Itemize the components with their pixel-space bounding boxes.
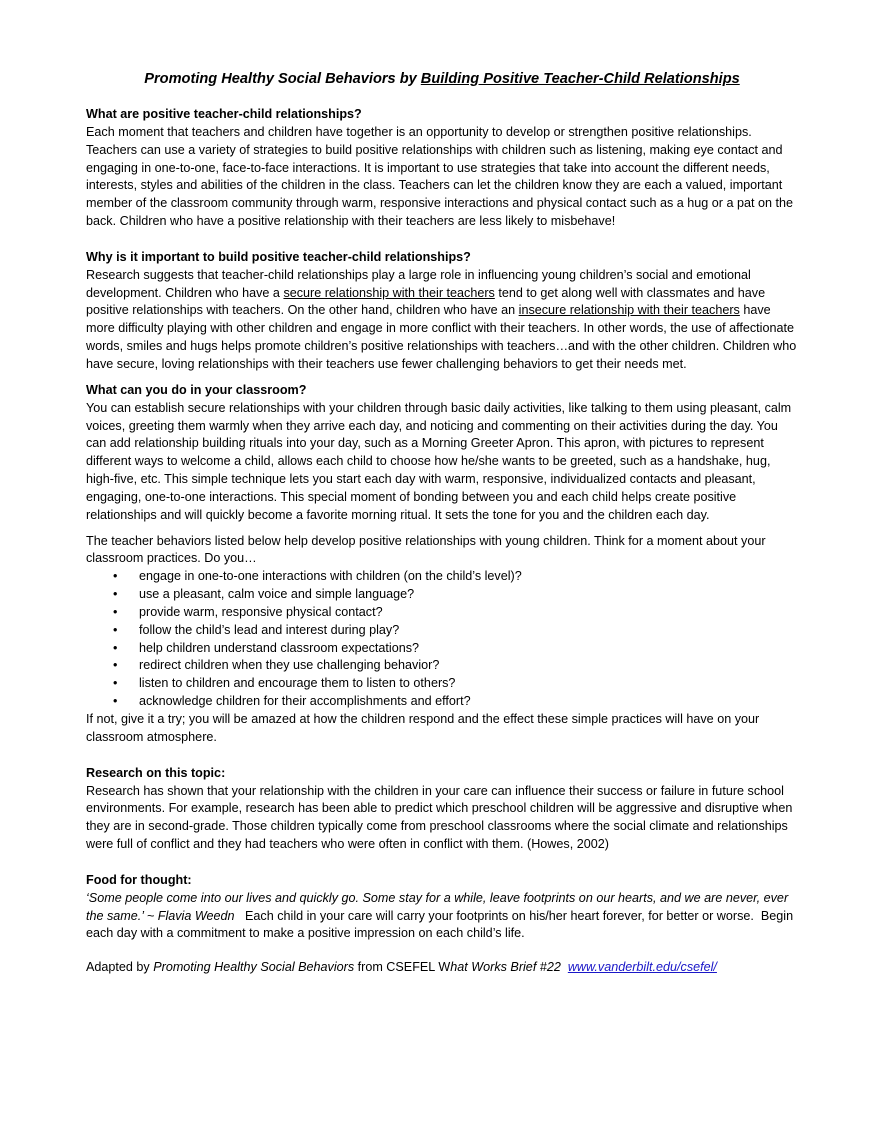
body-text: tend to get along well with classmates and have positive relationships with teachers. On the other hand, children who have an: [86, 285, 766, 318]
list-item-text: acknowledge children for their accomplishments and effort?: [139, 694, 471, 709]
bullet-icon: •: [113, 658, 118, 673]
section-body: Each moment that teachers and children have together is an opportunity to develop or strengthen positive relationships. Teachers can use a variety of strategies to build positive relationships with children such as listening, making eye contact and engaging in one-to-one, face-to-face interactions. It is important to use strategies that take into account the different needs, interests, styles and abilities of the children in the class. Teachers can let the children know they are each a valued, important member of the classroom community through warm, responsive interactions and physical contact such as a hug or a pat on the back. Children who have a positive relationship with their teachers are less likely to misbehave!: [86, 124, 794, 229]
list-item: [86, 568, 798, 586]
section-what-are: [86, 106, 798, 231]
list-item-text: redirect children when they use challenging behavior?: [139, 658, 440, 673]
section-heading: What can you do in your classroom?: [86, 382, 307, 397]
bullet-icon: •: [113, 676, 118, 691]
section-why-important: [86, 249, 798, 374]
underlined-phrase-insecure: insecure relationship with their teachers: [518, 303, 740, 318]
section-classroom: [86, 382, 798, 525]
section-food-for-thought: [86, 872, 798, 943]
section-heading: What are positive teacher-child relationships?: [86, 107, 362, 121]
footer-attribution: [86, 959, 798, 977]
bullet-icon: •: [113, 640, 118, 655]
list-item-text: help children understand classroom expectations?: [139, 640, 420, 655]
footer-text: Adapted by: [86, 960, 154, 975]
bullet-icon: •: [113, 587, 118, 602]
behaviors-list: [86, 568, 798, 711]
section-body: You can establish secure relationships with your children through basic daily activities, like talking to them using pleasant, calm voices, greeting them warmly when they arrive each day, and noticing and commenting on their activities during the day. You can add relationship building rituals into your day, such as a Morning Greeter Apron. This apron, with pictures to represent different ways to welcome a child, allows each child to choose how he/she wants to be greeted, such as a handshake, hug, high-five, etc. This simple technique lets you start each day with warm, responsive, individualized contacts and pleasant, engaging, one-to-one interactions. This special moment of bonding between you and each child helps create positive relationships and will quickly become a favorite morning ritual. It sets the tone for you and the children each day.: [86, 400, 792, 522]
list-item: [86, 586, 798, 604]
footer-spacer: [561, 960, 568, 974]
bullet-icon: •: [113, 694, 118, 709]
bullet-icon: •: [113, 604, 118, 619]
body-text: Each child in your care will carry your footprints on his/her heart forever, for better or worse. Begin each day with a commitment to make a positive impression on each child’s life.: [86, 908, 797, 941]
csefel-link[interactable]: www.vanderbilt.edu/csefel/: [567, 960, 717, 975]
list-item: [86, 693, 798, 711]
footer-text: from CSEFEL W: [354, 960, 451, 975]
list-item-text: follow the child’s lead and interest during play?: [139, 622, 400, 637]
list-item: [86, 622, 798, 640]
section-heading: Research on this topic:: [86, 765, 226, 780]
list-item: [86, 675, 798, 693]
list-item-text: engage in one-to-one interactions with children (on the child’s level)?: [139, 569, 522, 584]
behaviors-intro: The teacher behaviors listed below help develop positive relationships with young children. Think for a moment about your classroom practices. Do you…: [86, 533, 766, 566]
bullet-icon: •: [113, 622, 118, 637]
section-body: [86, 890, 798, 944]
quote-text: ‘Some people come into our lives and quickly go. Some stay for a while, leave footprints on our hearts, and we are never, ever the same.’ ~ Flavia Weedn: [86, 890, 789, 923]
section-heading: Food for thought:: [86, 872, 192, 887]
list-item: [86, 604, 798, 622]
title-prefix: Promoting Healthy Social Behaviors by: [144, 71, 421, 87]
bullet-icon: •: [113, 569, 118, 584]
list-item: [86, 640, 798, 658]
footer-italic-title: Promoting Healthy Social Behaviors: [153, 960, 355, 975]
page-title: [86, 70, 798, 88]
document-page: [86, 70, 798, 977]
section-body: [86, 267, 798, 374]
section-heading: Why is it important to build positive teacher-child relationships?: [86, 249, 471, 264]
section-research: [86, 765, 798, 854]
section-body: Research has shown that your relationship with the children in your care can influence their success or failure in future school environments. For example, research has been able to predict which preschool children will be aggressive and disruptive when they are in second-grade. Those children typically come from preschool classrooms where the social climate and relationships were full of conflict and they had teachers who were often in conflict with them. (Howes, 2002): [86, 783, 793, 852]
list-item-text: listen to children and encourage them to listen to others?: [139, 676, 456, 691]
list-item-text: provide warm, responsive physical contact?: [139, 604, 383, 619]
body-text: Research suggests that teacher-child relationships play a large role in influencing young children’s social and emotional development. Children who have a: [86, 267, 751, 300]
underlined-phrase-secure: secure relationship with their teachers: [283, 285, 495, 300]
title-underlined: Building Positive Teacher-Child Relationships: [420, 71, 740, 87]
behaviors-outro: If not, give it a try; you will be amazed at how the children respond and the effect these simple practices will have on your classroom atmosphere.: [86, 712, 760, 744]
section-teacher-behaviors: [86, 533, 798, 747]
list-item: [86, 657, 798, 675]
list-item-text: use a pleasant, calm voice and simple language?: [139, 587, 415, 602]
body-text: have more difficulty playing with other children and engage in more conflict with their teachers. In other words, the use of affectionate words, smiles and hugs helps promote children’s positive relationships with teachers…and with the other children. Children who have secure, loving relationships with their teachers use fewer challenging behaviors to get their needs met.: [86, 303, 797, 371]
footer-italic-brief: hat Works Brief #22: [450, 960, 561, 975]
